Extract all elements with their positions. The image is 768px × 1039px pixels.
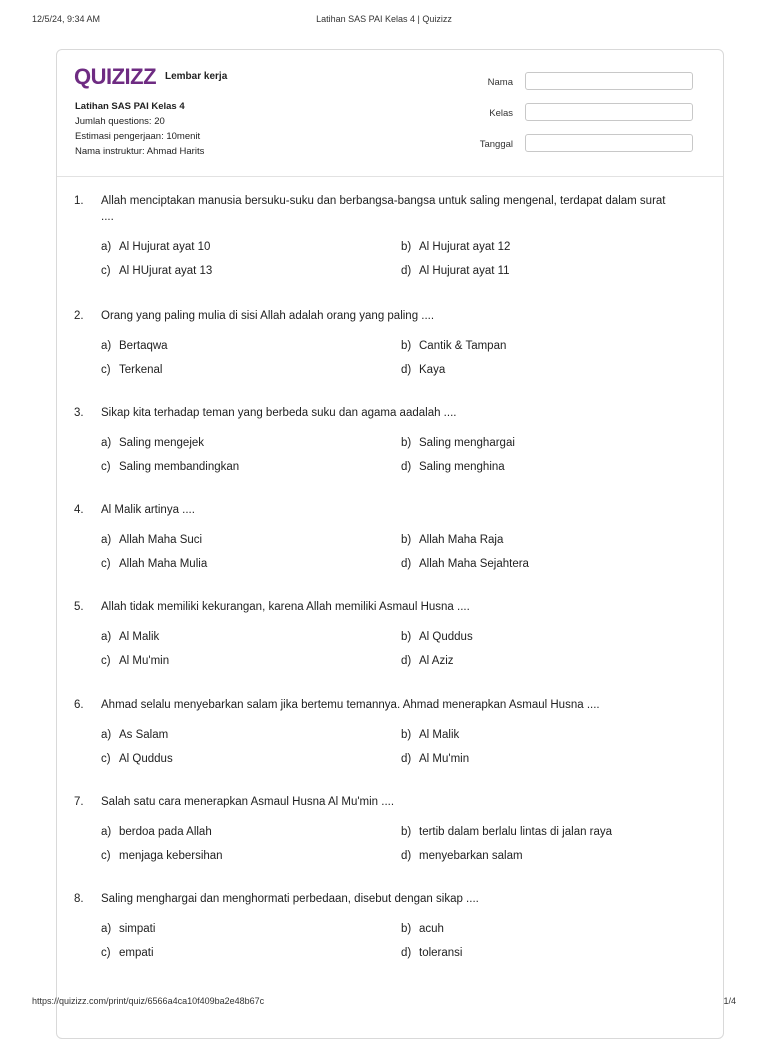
option-text: Allah Maha Sejahtera xyxy=(419,558,529,570)
option-letter: d) xyxy=(401,850,412,862)
answer-option xyxy=(401,362,445,378)
answer-option xyxy=(101,824,212,840)
option-letter: d) xyxy=(401,947,412,959)
option-text: Al Mu'min xyxy=(419,753,470,765)
question-row xyxy=(74,193,703,225)
option-letter: b) xyxy=(401,241,412,253)
option-text: Al HUjurat ayat 13 xyxy=(119,265,213,277)
option-letter: a) xyxy=(101,437,112,449)
answer-option xyxy=(101,653,169,669)
option-text: Saling mengejek xyxy=(119,437,205,449)
option-letter: d) xyxy=(401,655,412,667)
option-text: Al Hujurat ayat 12 xyxy=(419,241,511,253)
answer-option xyxy=(101,556,207,572)
option-text: Terkenal xyxy=(119,364,163,376)
option-text: Al Malik xyxy=(119,631,160,643)
answer-options xyxy=(74,629,703,677)
question-number: 5. xyxy=(74,601,84,613)
option-text: Bertaqwa xyxy=(119,340,168,352)
question-row xyxy=(74,405,703,421)
question-row xyxy=(74,794,703,810)
question-item xyxy=(74,697,703,775)
answer-option xyxy=(401,945,462,961)
question-item xyxy=(74,405,703,483)
question-item xyxy=(74,891,703,969)
question-number: 4. xyxy=(74,504,84,516)
option-letter: b) xyxy=(401,340,412,352)
question-item xyxy=(74,502,703,580)
answer-options xyxy=(74,338,703,386)
option-text: empati xyxy=(119,947,154,959)
option-text: toleransi xyxy=(419,947,463,959)
answer-option xyxy=(101,751,173,767)
answer-option xyxy=(101,629,159,645)
option-text: Allah Maha Raja xyxy=(419,534,504,546)
answer-option xyxy=(401,848,523,864)
question-text: Salah satu cara menerapkan Asmaul Husna Al Mu'min .... xyxy=(101,796,395,808)
question-text: Ahmad selalu menyebarkan salam jika bertemu temannya. Ahmad menerapkan Asmaul Husna .... xyxy=(101,699,600,711)
answer-options xyxy=(74,727,703,775)
answer-option xyxy=(401,824,612,840)
option-text: Allah Maha Suci xyxy=(119,534,203,546)
date-input[interactable] xyxy=(525,134,693,152)
answer-option xyxy=(101,532,202,548)
option-letter: a) xyxy=(101,631,112,643)
worksheet-header xyxy=(57,50,723,177)
question-text: Sikap kita terhadap teman yang berbeda suku dan agama aadalah .... xyxy=(101,407,457,419)
option-letter: b) xyxy=(401,534,412,546)
name-label: Nama xyxy=(487,77,513,88)
option-text: acuh xyxy=(419,923,444,935)
class-label: Kelas xyxy=(489,108,513,119)
answer-option xyxy=(101,435,204,451)
option-text: Cantik & Tampan xyxy=(419,340,507,352)
option-letter: a) xyxy=(101,923,112,935)
question-number: 2. xyxy=(74,310,84,322)
option-text: Al Hujurat ayat 10 xyxy=(119,241,211,253)
question-number: 7. xyxy=(74,796,84,808)
answer-option xyxy=(101,921,155,937)
question-number: 1. xyxy=(74,195,84,207)
option-letter: a) xyxy=(101,826,112,838)
option-letter: b) xyxy=(401,923,412,935)
option-text: menyebarkan salam xyxy=(419,850,523,862)
answer-options xyxy=(74,824,703,872)
answer-option xyxy=(101,945,154,961)
quiz-meta xyxy=(75,99,204,159)
question-item xyxy=(74,193,703,287)
class-field-row xyxy=(473,103,693,123)
option-letter: d) xyxy=(401,558,412,570)
print-url: https://quizizz.com/print/quiz/6566a4ca10f409ba2e48b67c xyxy=(32,996,265,1006)
option-letter: c) xyxy=(101,850,111,862)
answer-option xyxy=(401,532,503,548)
option-letter: b) xyxy=(401,437,412,449)
option-text: berdoa pada Allah xyxy=(119,826,212,838)
answer-option xyxy=(401,338,506,354)
question-row xyxy=(74,308,703,324)
option-text: Saling menghina xyxy=(419,461,505,473)
print-header xyxy=(32,14,736,28)
print-footer xyxy=(32,996,736,1010)
answer-option xyxy=(101,848,223,864)
option-letter: c) xyxy=(101,655,111,667)
answer-option xyxy=(401,435,515,451)
name-input[interactable] xyxy=(525,72,693,90)
answer-option xyxy=(401,556,529,572)
question-row xyxy=(74,697,703,713)
option-text: Al Quddus xyxy=(419,631,473,643)
answer-option xyxy=(101,727,168,743)
answer-option xyxy=(101,362,162,378)
option-text: Saling menghargai xyxy=(419,437,515,449)
option-letter: c) xyxy=(101,364,111,376)
option-letter: d) xyxy=(401,364,412,376)
worksheet-label: Lembar kerja xyxy=(165,71,228,82)
option-text: Al Quddus xyxy=(119,753,173,765)
option-text: Al Mu'min xyxy=(119,655,170,667)
option-letter: c) xyxy=(101,461,111,473)
option-letter: a) xyxy=(101,534,112,546)
answer-options xyxy=(74,532,703,580)
date-field-row xyxy=(473,134,693,154)
class-input[interactable] xyxy=(525,103,693,121)
question-number: 3. xyxy=(74,407,84,419)
option-letter: c) xyxy=(101,558,111,570)
option-text: Kaya xyxy=(419,364,446,376)
print-datetime: 12/5/24, 9:34 AM xyxy=(32,14,101,24)
option-text: Saling membandingkan xyxy=(119,461,240,473)
question-text: Saling menghargai dan menghormati perbedaan, disebut dengan sikap .... xyxy=(101,893,479,905)
option-text: Al Aziz xyxy=(419,655,454,667)
answer-option xyxy=(401,629,473,645)
answer-option xyxy=(401,459,505,475)
date-label: Tanggal xyxy=(479,139,513,150)
option-text: As Salam xyxy=(119,729,169,741)
option-text: Al Malik xyxy=(419,729,460,741)
question-text: Allah menciptakan manusia bersuku-suku dan berbangsa-bangsa untuk saling mengenal, terdapat dalam surat .... xyxy=(101,195,666,223)
option-letter: d) xyxy=(401,753,412,765)
answer-option xyxy=(401,239,510,255)
question-item xyxy=(74,308,703,386)
answer-option xyxy=(401,727,459,743)
option-text: Allah Maha Mulia xyxy=(119,558,208,570)
question-row xyxy=(74,891,703,907)
question-number: 6. xyxy=(74,699,84,711)
option-text: Al Hujurat ayat 11 xyxy=(419,265,510,277)
time-estimate: Estimasi pengerjaan: 10menit xyxy=(75,131,201,142)
name-field-row xyxy=(473,72,693,92)
option-letter: a) xyxy=(101,241,112,253)
option-letter: c) xyxy=(101,265,111,277)
answer-options xyxy=(74,435,703,483)
option-letter: d) xyxy=(401,461,412,473)
answer-option xyxy=(401,263,510,279)
question-item xyxy=(74,599,703,677)
quiz-title: Latihan SAS PAI Kelas 4 xyxy=(75,101,185,112)
option-letter: c) xyxy=(101,947,111,959)
option-text: menjaga kebersihan xyxy=(119,850,223,862)
option-text: simpati xyxy=(119,923,156,935)
option-letter: a) xyxy=(101,729,112,741)
option-letter: b) xyxy=(401,631,412,643)
option-text: tertib dalam berlalu lintas di jalan raya xyxy=(419,826,613,838)
question-row xyxy=(74,502,703,518)
page-number: 1/4 xyxy=(723,996,736,1006)
question-text: Allah tidak memiliki kekurangan, karena Allah memiliki Asmaul Husna .... xyxy=(101,601,470,613)
answer-option xyxy=(401,653,454,669)
answer-option xyxy=(401,921,444,937)
answer-options xyxy=(74,921,703,969)
answer-option xyxy=(101,338,168,354)
quizizz-logo: QUIZIZZ xyxy=(74,64,157,89)
question-text: Al Malik artinya .... xyxy=(101,504,195,516)
question-count: Jumlah questions: 20 xyxy=(75,116,165,127)
answer-option xyxy=(101,239,210,255)
option-letter: c) xyxy=(101,753,111,765)
option-letter: d) xyxy=(401,265,412,277)
print-title: Latihan SAS PAI Kelas 4 | Quizizz xyxy=(316,14,452,24)
question-number: 8. xyxy=(74,893,84,905)
answer-option xyxy=(101,459,239,475)
answer-options xyxy=(74,239,703,287)
question-item xyxy=(74,794,703,872)
worksheet xyxy=(56,49,724,1039)
option-letter: a) xyxy=(101,340,112,352)
question-text: Orang yang paling mulia di sisi Allah adalah orang yang paling .... xyxy=(101,310,435,322)
option-letter: b) xyxy=(401,826,412,838)
question-row xyxy=(74,599,703,615)
option-letter: b) xyxy=(401,729,412,741)
answer-option xyxy=(101,263,212,279)
instructor-name: Nama instruktur: Ahmad Harits xyxy=(75,146,205,157)
answer-option xyxy=(401,751,469,767)
